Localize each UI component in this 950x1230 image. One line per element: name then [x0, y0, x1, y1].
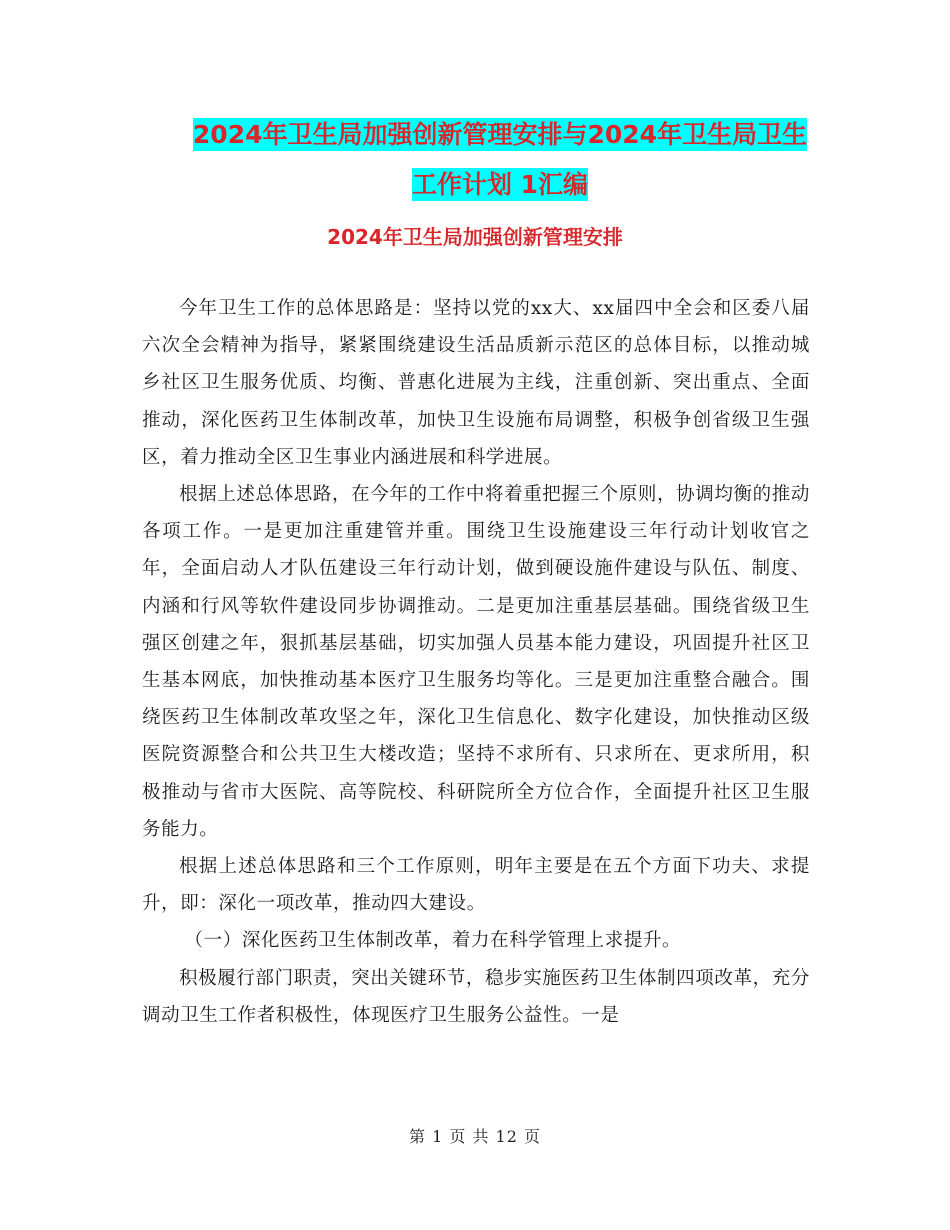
section-title: 2024年卫生局加强创新管理安排	[327, 225, 623, 249]
paragraph-3: 根据上述总体思路和三个工作原则，明年主要是在五个方面下功夫、求提升，即：深化一项改革，推动四大建设。	[142, 856, 810, 915]
document-title-line-2: 工作计划 1汇编	[411, 170, 589, 199]
document-title	[140, 110, 860, 210]
paragraph-4: 积极履行部门职责，突出关键环节，稳步实施医药卫生体制四项改革，充分调动卫生工作者积极性，体现医疗卫生服务公益性。一是	[142, 967, 810, 1026]
document-body	[142, 290, 810, 1034]
subsection-heading-1: （一）深化医药卫生体制改革，着力在科学管理上求提升。	[184, 930, 682, 952]
page-number-footer: 第 1 页 共 12 页	[409, 1127, 541, 1146]
document-title-line-1: 2024年卫生局加强创新管理安排与2024年卫生局卫生	[192, 120, 808, 149]
paragraph-1: 今年卫生工作的总体思路是：坚持以党的xx大、xx届四中全会和区委八届六次全会精神为指导，紧紧围绕建设生活品质新示范区的总体目标，以推动城乡社区卫生服务优质、均衡、普惠化进展为主线，注重创新、突出重点、全面推动，深化医药卫生体制改革，加快卫生设施布局调整，积极争创省级卫生强区，着力推动全区卫生事业内涵进展和科学进展。	[142, 298, 810, 468]
paragraph-2: 根据上述总体思路，在今年的工作中将着重把握三个原则，协调均衡的推动各项工作。一是更加注重建管并重。围绕卫生设施建设三年行动计划收官之年，全面启动人才队伍建设三年行动计划，做到硬设施件建设与队伍、制度、内涵和行风等软件建设同步协调推动。二是更加注重基层基础。围绕省级卫生强区创建之年，狠抓基层基础，切实加强人员基本能力建设，巩固提升社区卫生基本网底，加快推动基本医疗卫生服务均等化。三是更加注重整合融合。围绕医药卫生体制改革攻坚之年，深化卫生信息化、数字化建设，加快推动区级医院资源整合和公共卫生大楼改造；坚持不求所有、只求所在、更求所用，积极推动与省市大医院、高等院校、科研院所全方位合作，全面提升社区卫生服务能力。	[142, 484, 810, 840]
